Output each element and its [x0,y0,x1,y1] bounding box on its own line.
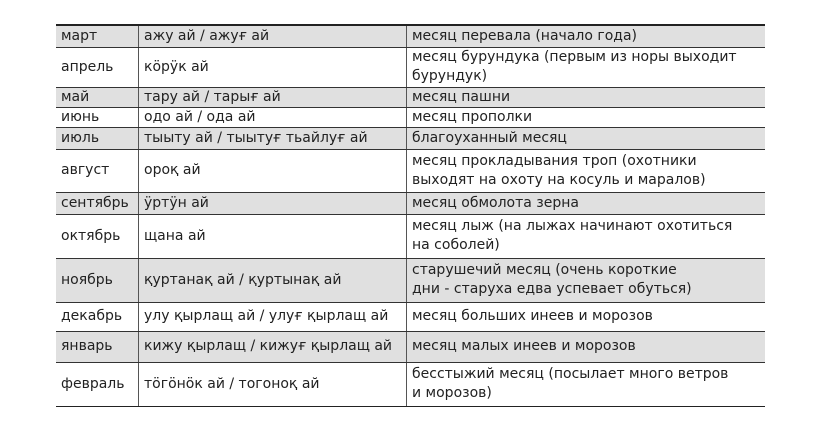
table-row [56,127,765,149]
meaning-line: бурундук) [412,68,488,84]
month-cell: сентябрь [56,192,139,214]
meaning-cell [407,258,766,302]
meaning-cell [407,47,766,87]
meaning-cell: месяц обмолота зерна [407,192,766,214]
meaning-cell [407,214,766,258]
altai-name-cell: щана ай [139,214,407,258]
altai-name-cell: тыыту ай / тыытуғ тьайлуғ ай [139,127,407,149]
month-cell: октябрь [56,214,139,258]
months-table-body [56,25,765,406]
meaning-cell [407,362,766,406]
table-row [56,87,765,107]
altai-name-cell: улу қырлащ ай / улуғ қырлащ ай [139,302,407,331]
month-cell: январь [56,331,139,362]
table-row [56,214,765,258]
altai-name-cell: одо ай / ода ай [139,107,407,127]
month-cell: ноябрь [56,258,139,302]
table-row [56,25,765,47]
meaning-line: на соболей) [412,237,500,253]
altai-name-cell: ажу ай / ажуғ ай [139,25,407,47]
meaning-line: бесстыжий месяц (посылает много ветров [412,366,729,382]
altai-name-cell: тӧгӧнӧк ай / тогоноқ ай [139,362,407,406]
table-row [56,302,765,331]
month-cell: июнь [56,107,139,127]
meaning-line: дни - старуха едва успевает обуться) [412,281,692,297]
meaning-cell: благоуханный месяц [407,127,766,149]
meaning-cell [407,149,766,192]
table-row [56,331,765,362]
altai-name-cell: кижу қырлащ / кижуғ қырлащ ай [139,331,407,362]
month-cell: июль [56,127,139,149]
meaning-line: месяц прокладывания троп (охотники [412,152,697,169]
table-row [56,192,765,214]
month-cell: август [56,149,139,192]
meaning-line: и морозов) [412,385,492,401]
altai-name-cell: қуртанақ ай / қуртынақ ай [139,258,407,302]
month-cell: март [56,25,139,47]
table-row [56,362,765,406]
month-cell: апрель [56,47,139,87]
altai-name-cell: тару ай / тарығ ай [139,87,407,107]
meaning-line: выходят на охоту на косуль и маралов) [412,171,706,188]
meaning-cell: месяц больших инеев и морозов [407,302,766,331]
months-table [56,24,765,407]
table-row [56,47,765,87]
meaning-line: старушечий месяц (очень короткие [412,262,677,278]
month-cell: май [56,87,139,107]
table-row [56,107,765,127]
altai-name-cell: ӱртӱн ай [139,192,407,214]
altai-name-cell: ороқ ай [139,149,407,192]
meaning-line: месяц лыж (на лыжах начинают охотиться [412,218,733,234]
month-cell: декабрь [56,302,139,331]
table-row [56,258,765,302]
meaning-cell: месяц малых инеев и морозов [407,331,766,362]
meaning-line: месяц бурундука (первым из норы выходит [412,49,737,65]
meaning-cell: месяц пашни [407,87,766,107]
table-row [56,149,765,192]
meaning-cell: месяц перевала (начало года) [407,25,766,47]
altai-name-cell: кӧрӱк ай [139,47,407,87]
meaning-cell: месяц прополки [407,107,766,127]
months-table-container [56,24,765,407]
month-cell: февраль [56,362,139,406]
